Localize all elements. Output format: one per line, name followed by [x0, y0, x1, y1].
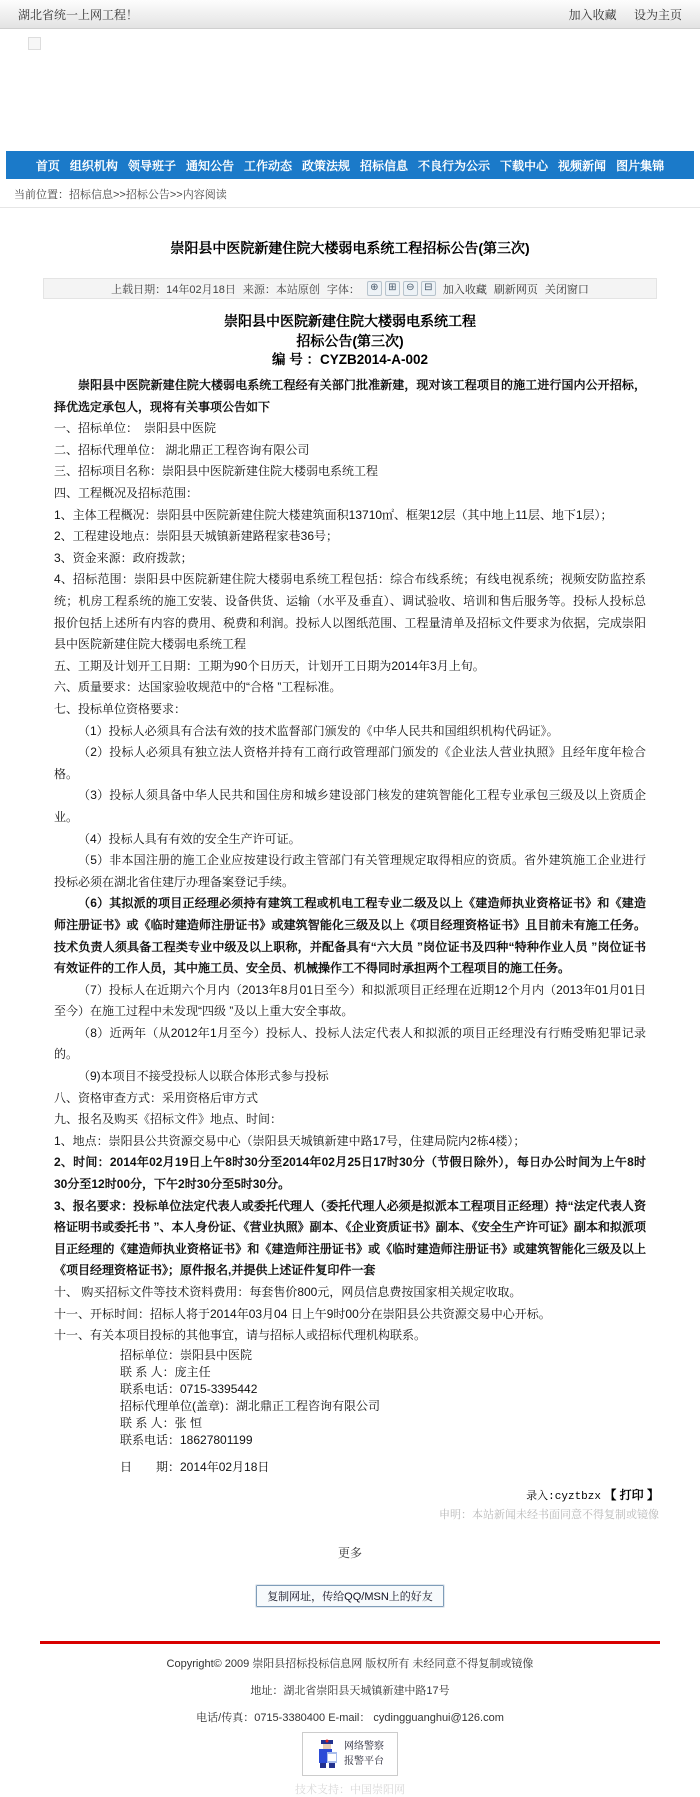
font-zoom-in-icon[interactable]: ⊕ — [367, 281, 382, 296]
article-paragraph: 4、招标范围：崇阳县中医院新建住院大楼弱电系统工程包括：综合布线系统；有线电视系统；视频安防监控系统；机房工程系统的施工安装、设备供货、运输（水平及垂直）、调试验收、培训和售后服务等。投标人投标总报价包括上述所有内容的费用、税费和利润。投标人以图纸范围、工程量清单及招标文件要求为依据，完成崇阳县中医院新建住院大楼弱电系统工程 — [54, 572, 646, 652]
article-paragraph: （4）投标人具有有效的安全生产许可证。 — [78, 831, 301, 846]
article-paragraph: 二、招标代理单位： 湖北鼎正工程咨询有限公司 — [54, 442, 310, 457]
article-paragraph: 2、时间：2014年02月19日上午8时30分至2014年02月25日17时30分（节假日除外），每日办公时间为上午8时30分至12时00分，下午2时30分至5时30分。 — [54, 1155, 646, 1192]
font-size-label: 字体： — [326, 283, 360, 296]
article-paragraph: （6）其拟派的项目正经理必须持有建筑工程或机电工程专业二级及以上《建造师执业资格证书》和《建造师注册证书》或《临时建造师注册证书》或建筑智能化三级及以上《项目经理资格证书》且目前未有施工任务。技术负责人须具备工程类专业中级及以上职称，并配备具有“六大员 ”岗位证书及四种“特种作业人员 ”岗位证书有效证件的工作人员，其中施工员、安全员、机械操作工不得同时承担两个工程项目的施工任务。 — [54, 896, 646, 976]
nav-item[interactable]: 视频新闻 — [558, 158, 607, 173]
close-window-link[interactable]: 关闭窗口 — [544, 283, 589, 296]
article-paragraph: （7）投标人在近期六个月内（2013年8月01日至今）和拟派项目正经理在近期12个月内（2013年01月01日至今）在施工过程中未发现“四级 ”及以上重大安全事故。 — [54, 982, 646, 1019]
article-paragraph: 一、招标单位： 崇阳县中医院 — [54, 421, 217, 436]
refresh-page-link[interactable]: 刷新网页 — [493, 283, 538, 296]
source-label: 来源：本站原创 — [242, 283, 320, 296]
article-paragraph: 十一、有关本项目投标的其他事宜，请与招标人或招标代理机构联系。 — [54, 1328, 427, 1343]
article-body — [54, 375, 646, 1476]
article-paragraph: 三、招标项目名称：崇阳县中医院新建住院大楼弱电系统工程 — [54, 464, 379, 479]
footer-red-divider — [40, 1641, 660, 1644]
nav-item[interactable]: 图片集锦 — [616, 158, 665, 173]
footer-phone-email: 电话/传真：0715-3380400 E-mail： cydingguanghui@126.com — [196, 1712, 504, 1725]
share-row — [0, 1585, 700, 1607]
footer-copyright: Copyright© 2009 崇阳县招标投标信息网 版权所有 未经同意不得复制或镜像 — [166, 1658, 534, 1671]
article-paragraph: （3）投标人须具备中华人民共和国住房和城乡建设部门核发的建筑智能化工程专业承包三级及以上资质企业。 — [54, 788, 646, 824]
article-paragraph: 1、主体工程概况：崇阳县中医院新建住院大楼建筑面积13710㎡、框架12层（其中地上11层、地下1层）； — [54, 507, 613, 522]
divider-line — [0, 207, 700, 208]
top-links — [555, 6, 682, 23]
entry-row — [41, 1486, 659, 1503]
article-paragraph: 招标代理单位(盖章)：湖北鼎正工程咨询有限公司 — [120, 1398, 380, 1413]
disclaimer-text: 申明：本站新闻未经书面同意不得复制或镜像 — [439, 1509, 659, 1522]
article-paragraph: 1、地点：崇阳县公共资源交易中心（崇阳县天城镇新建中路17号，住建局院内2栋4楼）； — [54, 1133, 526, 1148]
police-badge-line2: 报警平台 — [344, 1756, 384, 1768]
nav-item[interactable]: 不良行为公示 — [418, 158, 491, 173]
article-paragraph: 招标单位：崇阳县中医院 — [120, 1347, 253, 1362]
font-increase-icon[interactable]: ⊞ — [385, 281, 400, 296]
nav-item[interactable]: 下载中心 — [500, 158, 549, 173]
article-paragraph: 九、报名及购买《招标文件》地点、时间： — [54, 1112, 283, 1127]
article-paragraph: 3、报名要求：投标单位法定代表人或委托代理人（委托代理人必须是拟派本工程项目正经理）持“法定代表人资格证明书或委托书 ”、本人身份证、《营业执照》副本、《企业资质证书》副本、《安全生产许可证》副本和拟派项目正经理的《建造师执业资格证书》和《建造师注册证书》或《临时建造师注册证书》或建筑智能化三级及以上《项目经理资格证书》；原件报名,并提供上述证件复印件一套 — [54, 1198, 646, 1278]
article-paragraph: （5）非本国注册的施工企业应按建设行政主管部门有关管理规定取得相应的资质。省外建筑施工企业进行投标必须在湖北省住建厅办理备案登记手续。 — [54, 853, 646, 889]
footer-address: 地址：湖北省崇阳县天城镇新建中路17号 — [250, 1685, 450, 1698]
article-paragraph: （8）近两年（从2012年1月至今）投标人、投标人法定代表人和拟派的项目正经理没有行贿受贿犯罪记录的。 — [54, 1025, 646, 1062]
tech-support-text: 技术支持：中国崇阳网 — [295, 1784, 405, 1797]
site-slogan: 湖北省统一上网工程！ — [18, 7, 139, 22]
breadcrumb-path[interactable]: 招标信息>>招标公告>>内容阅读 — [69, 189, 227, 201]
article-paragraph: 七、投标单位资格要求： — [54, 701, 187, 716]
article-paragraph: 四、工程概况及招标范围： — [54, 486, 199, 501]
copy-url-share-button[interactable]: 复制网址，传给QQ/MSN上的好友 — [256, 1585, 444, 1607]
article — [54, 312, 646, 1476]
article-paragraph: 联 系 人：张 恒 — [120, 1415, 203, 1430]
entry-author: 录入:cyztbzx — [526, 1491, 601, 1504]
top-utility-bar — [0, 0, 700, 29]
article-number: 编 号 ：CYZB2014-A-002 — [271, 352, 429, 368]
font-zoom-out-icon[interactable]: ⊖ — [403, 281, 418, 296]
article-paragraph: （9)本项目不接受投标人以联合体形式参与投标 — [78, 1069, 329, 1084]
article-paragraph: 崇阳县中医院新建住院大楼弱电系统工程经有关部门批准新建，现对该工程项目的施工进行国内公开招标，择优选定承包人，现将有关事项公告如下 — [54, 378, 646, 414]
article-paragraph: 十、 购买招标文件等技术资料费用：每套售价800元，网员信息费按国家相关规定收取。 — [54, 1285, 522, 1300]
article-heading-line2: 招标公告(第三次) — [296, 332, 404, 349]
article-paragraph: 3、资金来源：政府拨款； — [54, 550, 193, 565]
upload-date: 上载日期：14年02月18日 — [111, 283, 236, 296]
article-paragraph: 五、工期及计划开工日期：工期为90个日历天，计划开工日期为2014年3月上旬。 — [54, 658, 485, 673]
article-paragraph: 日 期：2014年02月18日 — [120, 1459, 270, 1474]
infobar-add-favorite-link[interactable]: 加入收藏 — [442, 283, 487, 296]
font-decrease-icon[interactable]: ⊟ — [421, 281, 436, 296]
breadcrumb — [0, 179, 700, 207]
police-badge-line1: 网络警察 — [344, 1741, 384, 1753]
article-paragraph: 十一、开标时间：招标人将于2014年03月04 日上午9时00分在崇阳县公共资源交易中心开标。 — [54, 1306, 551, 1321]
nav-item[interactable]: 组织机构 — [69, 158, 118, 173]
banner-area — [0, 29, 700, 151]
article-paragraph: 2、工程建设地点：崇阳县天城镇新建路程家巷36号； — [54, 529, 339, 544]
police-icon — [316, 1739, 338, 1769]
more-link[interactable]: 更多 — [337, 1546, 362, 1561]
article-paragraph: 六、质量要求：达国家验收规范中的“合格 ”工程标准。 — [54, 680, 342, 695]
nav-item[interactable]: 招标信息 — [360, 158, 409, 173]
nav-item[interactable]: 工作动态 — [243, 158, 292, 173]
article-heading — [54, 312, 646, 370]
nav-item[interactable]: 首页 — [35, 158, 60, 173]
breadcrumb-label: 当前位置： — [14, 189, 69, 201]
nav-item[interactable]: 领导班子 — [127, 158, 176, 173]
main-nav — [6, 151, 694, 179]
police-badge[interactable] — [302, 1732, 398, 1776]
broken-image-placeholder — [28, 37, 41, 50]
print-button[interactable]: 【 打印 】 — [604, 1488, 659, 1503]
article-heading-line1: 崇阳县中医院新建住院大楼弱电系统工程 — [224, 313, 476, 329]
article-paragraph: 八、资格审查方式：采用资格后审方式 — [54, 1090, 259, 1105]
article-paragraph: 联 系 人：庞主任 — [120, 1364, 211, 1379]
add-favorite-link[interactable]: 加入收藏 — [568, 7, 617, 22]
nav-item[interactable]: 政策法规 — [301, 158, 350, 173]
set-homepage-link[interactable]: 设为主页 — [633, 7, 682, 22]
article-paragraph: （2）投标人必须具有独立法人资格并持有工商行政管理部门颁发的《企业法人营业执照》且经年度年检合格。 — [54, 745, 646, 781]
font-size-controls — [367, 281, 436, 296]
article-paragraph: 联系电话：0715-3395442 — [120, 1381, 258, 1396]
nav-item[interactable]: 通知公告 — [185, 158, 234, 173]
police-badge-text — [344, 1739, 384, 1769]
article-info-bar — [43, 278, 657, 299]
article-paragraph: 联系电话：18627801199 — [120, 1432, 253, 1447]
page-title: 崇阳县中医院新建住院大楼弱电系统工程招标公告(第三次) — [170, 240, 530, 256]
article-paragraph: （1）投标人必须具有合法有效的技术监督部门颁发的《中华人民共和国组织机构代码证》。 — [78, 723, 559, 738]
